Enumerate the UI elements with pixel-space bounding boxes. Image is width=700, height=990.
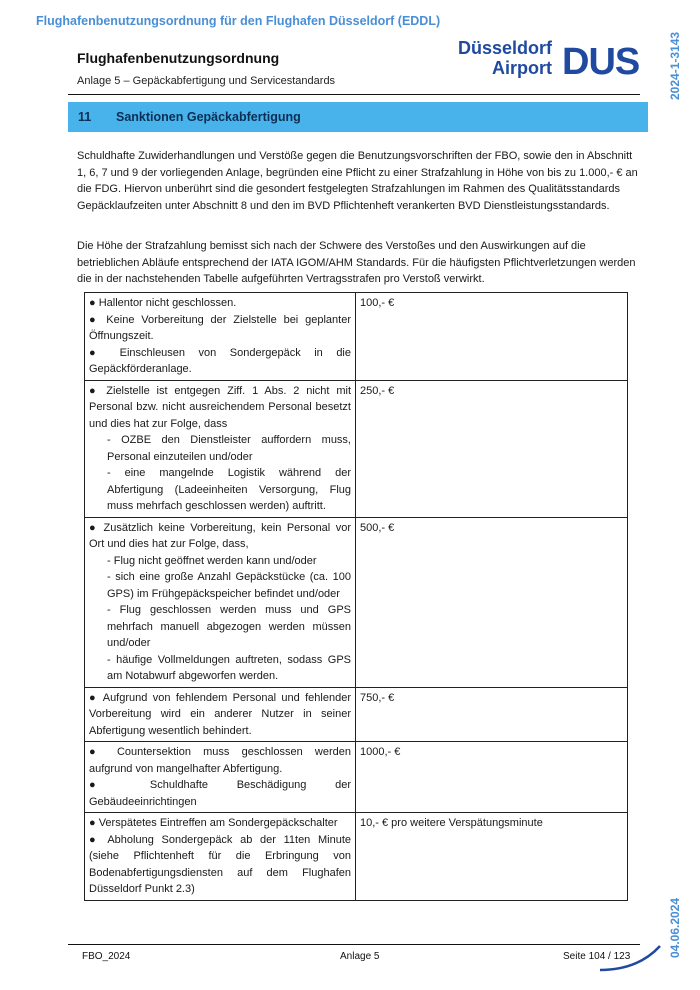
violation-item: ● Keine Vorbereitung der Zielstelle bei geplanter Öffnungszeit. [89,313,351,342]
violation-cell [85,742,356,813]
violation-subitem: - häufige Vollmeldungen auftreten, sodass GPS am Notabwurf abgeworfen werden. [107,653,351,682]
table-row [85,380,628,517]
violation-item: ● Abholung Sondergepäck ab der 11ten Minute (siehe Pflichtenheft für die Erbringung von Bodenabfertigungsdiensten auf dem Flughafen Düsseldorf Punkt 2.3) [89,833,351,895]
footer-document-code: FBO_2024 [82,951,131,962]
penalty-amount: 10,- € pro weitere Verspätungsminute [356,813,628,901]
violation-cell [85,687,356,742]
violation-subitem: - Flug nicht geöffnet werden kann und/oder [107,554,317,567]
intro-paragraph: Schuldhafte Zuwiderhandlungen und Verstöße gegen die Benutzungsvorschriften der FBO, sowie den in Abschnitt 1, 6, 7 und 9 der vorliegenden Anlage, begründen eine Pflicht zu einer Strafzahlung in Höhe von bis zu 1.000,- € an die FDG. Hiervon unberührt sind die gesondert festgelegten Strafzahlungen im Rahmen des Qualitätsstandards Gepäcklaufzeiten unter Abschnitt 8 und den im BVD Pflichtenheft verankerten BVD Dienstleistungsstandards. [77,150,638,212]
violation-item: ● Countersektion muss geschlossen werden aufgrund von mangelhafter Abfertigung. [89,746,351,775]
penalty-amount: 100,- € [356,293,628,381]
section-title: Sanktionen Gepäckabfertigung [116,110,301,124]
logo-line-2: Airport [492,58,552,78]
violation-item: ● Aufgrund von fehlendem Personal und fehlender Vorbereitung wird ein anderer Nutzer in seiner Abfertigung wesentlich behindert. [89,691,351,737]
airport-logo-mark: DUS [562,41,640,83]
document-subtitle: Anlage 5 – Gepäckabfertigung und Servicestandards [77,75,336,87]
penalty-amount: 1000,- € [356,742,628,813]
footer-swoosh-graphic [598,944,664,972]
penalty-paragraph: Die Höhe der Strafzahlung bemisst sich nach der Schwere des Verstoßes und den Auswirkungen auf die betrieblichen Abläufe entsprechend der IATA IGOM/AHM Standards. Für die häufigsten Pflichtverletzungen werden die in der nachstehenden Tabelle aufgeführten Vertragsstrafen pro Verstoß verwirkt. [77,240,636,285]
footer-page-number: Seite 104 / 123 [563,951,631,962]
table-row [85,742,628,813]
footer-rule [68,944,640,945]
violation-item: ● Zielstelle ist entgegen Ziff. 1 Abs. 2 nicht mit Personal bzw. nicht ausreichendem Personal besetzt und dies hat zur Folge, dass [89,384,351,430]
violation-item: ● Zusätzlich keine Vorbereitung, kein Personal vor Ort und dies hat zur Folge, dass, [89,521,351,550]
violation-subitem: - OZBE den Dienstleister auffordern muss, Personal einzuteilen und/oder [107,434,351,463]
table-row [85,813,628,901]
violation-cell [85,517,356,687]
section-number: 11 [78,110,92,124]
violation-subitem: - sich eine große Anzahl Gepäckstücke (ca. 100 GPS) im Frühgepäckspeicher befindet und/oder [107,571,351,600]
table-row [85,293,628,381]
document-title: Flughafenbenutzungsordnung [77,50,280,66]
penalty-amount: 750,- € [356,687,628,742]
violation-cell [85,380,356,517]
violation-cell [85,293,356,381]
violation-item: ● Verspätetes Eintreffen am Sondergepäckschalter [89,817,338,829]
violation-item: ● Schuldhafte Beschädigung der Gebäudeeinrichtingen [89,779,351,808]
airport-logo-text [448,38,552,78]
top-title: Flughafenbenutzungsordnung für den Flughafen Düsseldorf (EDDL) [36,14,441,28]
header-rule [68,94,640,95]
section-heading [68,102,648,132]
side-document-id: 2024-1-3143 [668,31,682,100]
penalty-amount: 500,- € [356,517,628,687]
violation-cell [85,813,356,901]
logo-line-1: Düsseldorf [457,38,552,58]
footer-annex: Anlage 5 [340,951,380,962]
violation-item: ● Hallentor nicht geschlossen. [89,297,237,309]
side-date: 04.06.2024 [668,897,682,958]
table-row [85,517,628,687]
violation-item: ● Einschleusen von Sondergepäck in die Gepäckförderanlage. [89,346,351,375]
sanctions-table [84,292,628,901]
table-row [85,687,628,742]
violation-subitem: - Flug geschlossen werden muss und GPS mehrfach manuell abgezogen werden müssen und/oder [107,604,351,649]
violation-subitem: - eine mangelnde Logistik während der Abfertigung (Ladeeinheiten Versorgung, Flug muss mehrfach geschlossen werden) auftritt. [107,467,351,512]
penalty-amount: 250,- € [356,380,628,517]
